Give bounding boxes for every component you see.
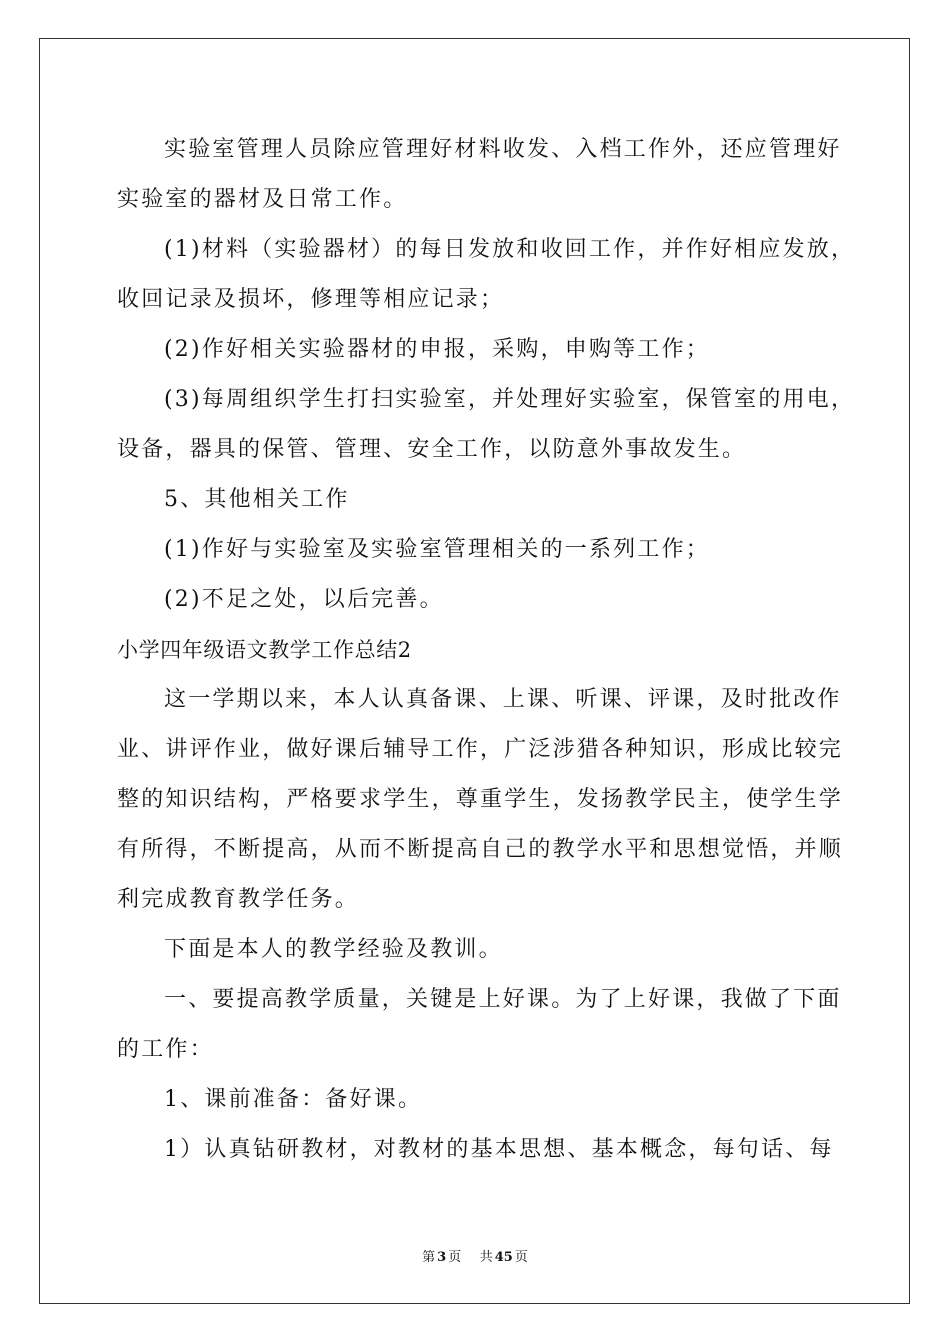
page-prefix: 第	[422, 1250, 436, 1265]
paragraph-line: 整的知识结构，严格要求学生，尊重学生，发扬教学民主，使学生学	[117, 787, 844, 812]
page-number: 3	[437, 1250, 447, 1265]
paragraph-line: 实验室管理人员除应管理好材料收发、入档工作外，还应管理好	[164, 137, 842, 162]
paragraph-line: 5、其他相关工作	[164, 487, 350, 512]
paragraph-line: 有所得，不断提高，从而不断提高自己的教学水平和思想觉悟，并顺	[117, 837, 844, 862]
paragraph-line: 1、课前准备：备好课。	[164, 1087, 423, 1112]
paragraph-line: (1)材料（实验器材）的每日发放和收回工作，并作好相应发放，	[164, 237, 856, 262]
paragraph-line: 下面是本人的教学经验及教训。	[164, 937, 503, 962]
total-unit: 页	[514, 1250, 528, 1265]
paragraph-line: 实验室的器材及日常工作。	[117, 187, 408, 212]
paragraph-line: 这一学期以来，本人认真备课、上课、听课、评课，及时批改作	[164, 687, 842, 712]
section-heading: 小学四年级语文教学工作总结2	[117, 638, 412, 662]
total-pages: 45	[494, 1250, 513, 1265]
page-unit: 页	[448, 1250, 462, 1265]
paragraph-line: 利完成教育教学任务。	[117, 887, 360, 912]
paragraph-line: (2)作好相关实验器材的申报，采购，申购等工作；	[164, 337, 710, 362]
paragraph-line: 收回记录及损坏，修理等相应记录；	[117, 287, 505, 312]
paragraph-line: 的工作：	[117, 1037, 214, 1062]
paragraph-line: 设备，器具的保管、管理、安全工作，以防意外事故发生。	[117, 437, 747, 462]
paragraph-line: 一、要提高教学质量，关键是上好课。为了上好课，我做了下面	[164, 987, 842, 1012]
paragraph-line: 业、讲评作业，做好课后辅导工作，广泛涉猎各种知识，形成比较完	[117, 737, 844, 762]
paragraph-line: (3)每周组织学生打扫实验室，并处理好实验室，保管室的用电，	[164, 387, 856, 412]
paragraph-line: 1）认真钻研教材，对教材的基本思想、基本概念，每句话、每	[164, 1137, 834, 1162]
paragraph-line: (2)不足之处，以后完善。	[164, 587, 444, 612]
page-footer	[0, 1246, 950, 1265]
paragraph-line: (1)作好与实验室及实验室管理相关的一系列工作；	[164, 537, 710, 562]
total-prefix: 共	[479, 1250, 493, 1265]
